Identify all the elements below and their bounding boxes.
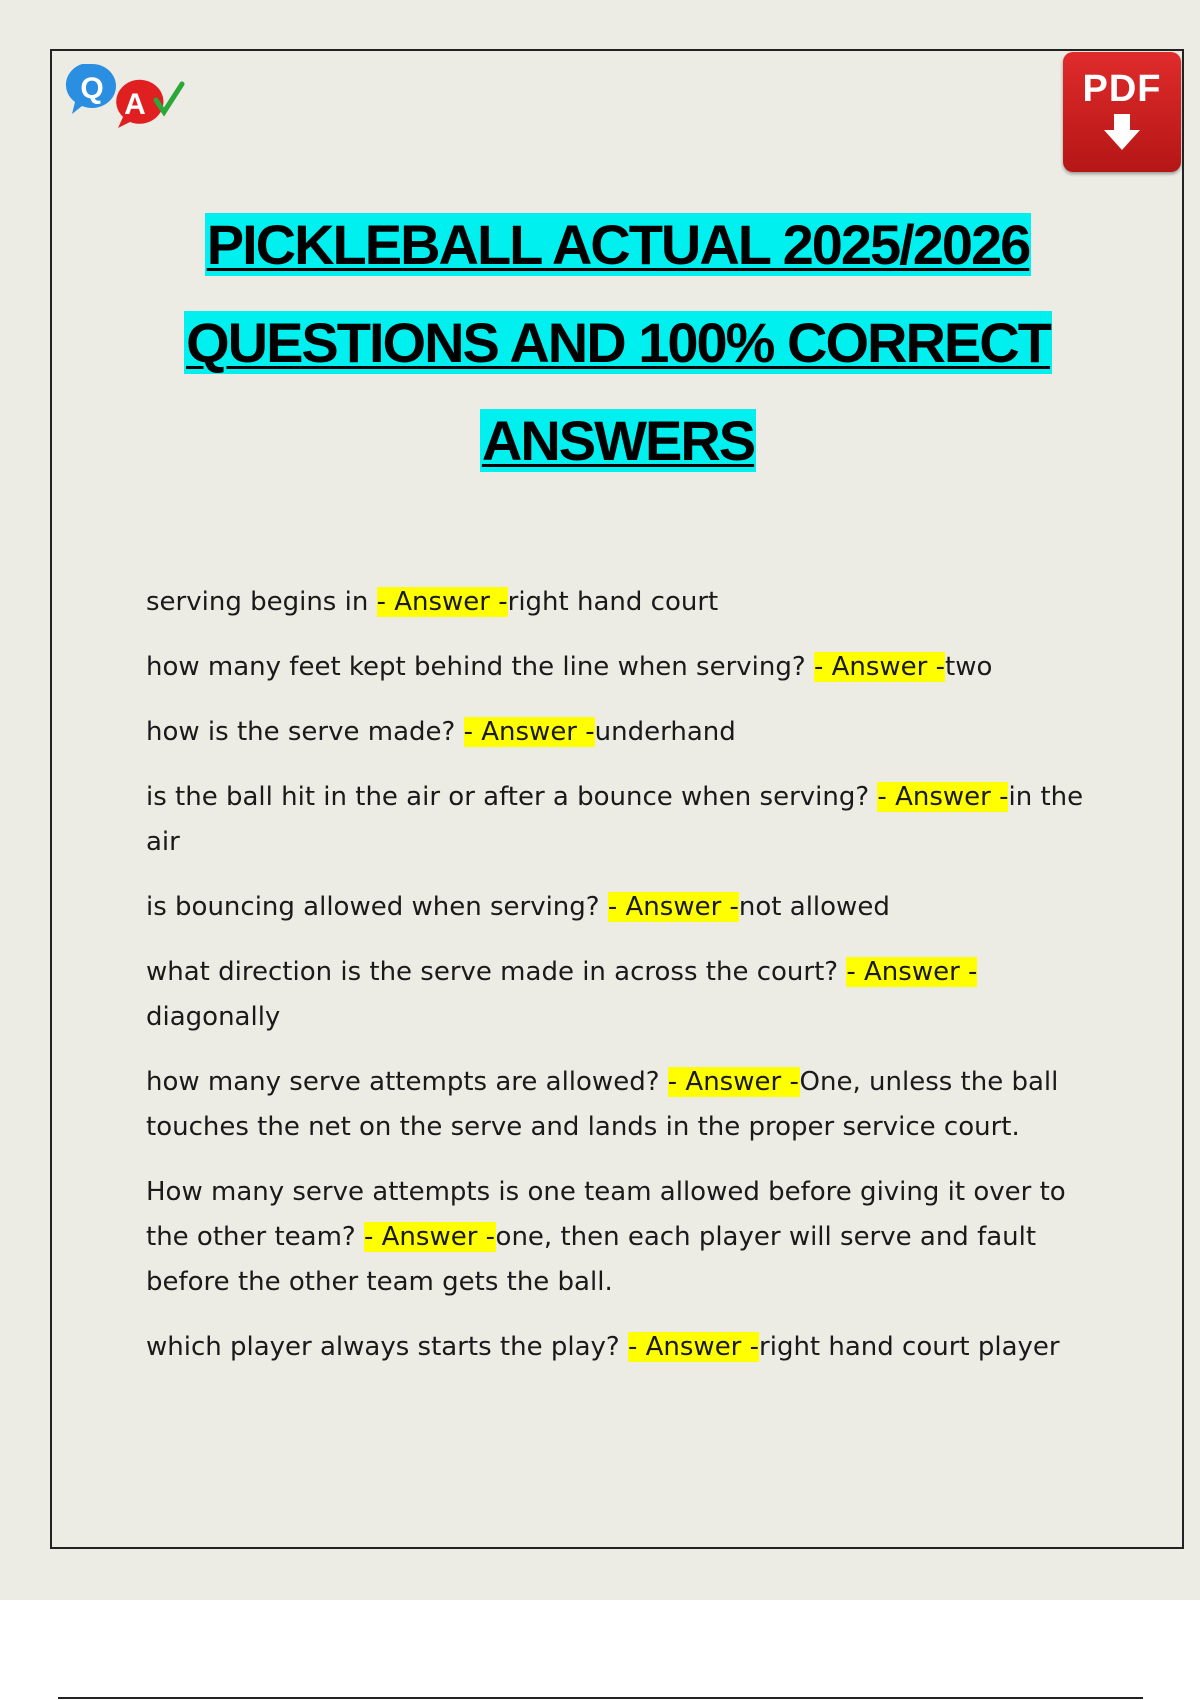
answer-text: right hand court player bbox=[759, 1332, 1060, 1362]
title-line-1: PICKLEBALL ACTUAL 2025/2026 bbox=[206, 213, 1030, 276]
question-text: how is the serve made? bbox=[146, 717, 464, 747]
question-text: is the ball hit in the air or after a bounce when serving? bbox=[146, 782, 878, 812]
logo-q-letter: Q bbox=[80, 72, 104, 105]
title-line-2: QUESTIONS AND 100% CORRECT bbox=[186, 311, 1050, 374]
answer-marker: - Answer - bbox=[667, 1067, 800, 1097]
answer-marker: - Answer - bbox=[627, 1332, 760, 1362]
down-arrow-icon bbox=[1102, 112, 1142, 152]
answer-marker: - Answer - bbox=[607, 892, 739, 922]
footer-divider bbox=[58, 1697, 1143, 1699]
question-text: which player always starts the play? bbox=[146, 1332, 628, 1362]
document-title bbox=[0, 208, 1200, 502]
question-text: what direction is the serve made in across the court? bbox=[146, 957, 847, 987]
pdf-label: PDF bbox=[1082, 68, 1162, 110]
qa-item bbox=[146, 950, 1106, 1040]
qa-item bbox=[146, 645, 1106, 690]
qa-item bbox=[146, 775, 1106, 865]
qa-item bbox=[146, 1060, 1106, 1150]
answer-text: underhand bbox=[594, 717, 736, 747]
answer-text: right hand court bbox=[507, 587, 719, 617]
title-line-3: ANSWERS bbox=[481, 409, 755, 472]
qa-checkmark-logo bbox=[64, 58, 194, 134]
qa-item bbox=[146, 1170, 1106, 1305]
answer-text: in the air bbox=[146, 782, 1084, 857]
answer-marker: - Answer - bbox=[813, 652, 946, 682]
question-text: is bouncing allowed when serving? bbox=[146, 892, 608, 922]
answer-marker: - Answer - bbox=[363, 1222, 496, 1252]
question-text: How many serve attempts is one team allowed before giving it over to the other team? bbox=[146, 1177, 1066, 1252]
answer-text: One, unless the ball touches the net on the serve and lands in the proper service court. bbox=[146, 1067, 1059, 1142]
answer-text: not allowed bbox=[738, 892, 890, 922]
qa-item bbox=[146, 580, 1106, 625]
answer-marker: - Answer - bbox=[877, 782, 1009, 812]
qa-list bbox=[146, 580, 1106, 1390]
question-text: how many serve attempts are allowed? bbox=[146, 1067, 668, 1097]
answer-text: two bbox=[945, 652, 993, 682]
answer-marker: - Answer - bbox=[376, 587, 508, 617]
answer-marker: - Answer - bbox=[463, 717, 595, 747]
qa-item bbox=[146, 710, 1106, 755]
answer-marker: - Answer - bbox=[846, 957, 978, 987]
question-text: how many feet kept behind the line when serving? bbox=[146, 652, 814, 682]
qa-item bbox=[146, 1325, 1106, 1370]
pdf-download-icon[interactable] bbox=[1063, 52, 1181, 172]
answer-text: diagonally bbox=[146, 1002, 281, 1032]
qa-item bbox=[146, 885, 1106, 930]
question-text: serving begins in bbox=[146, 587, 377, 617]
logo-a-letter: A bbox=[124, 88, 146, 121]
answer-text: one, then each player will serve and fault before the other team gets the ball. bbox=[146, 1222, 1037, 1297]
